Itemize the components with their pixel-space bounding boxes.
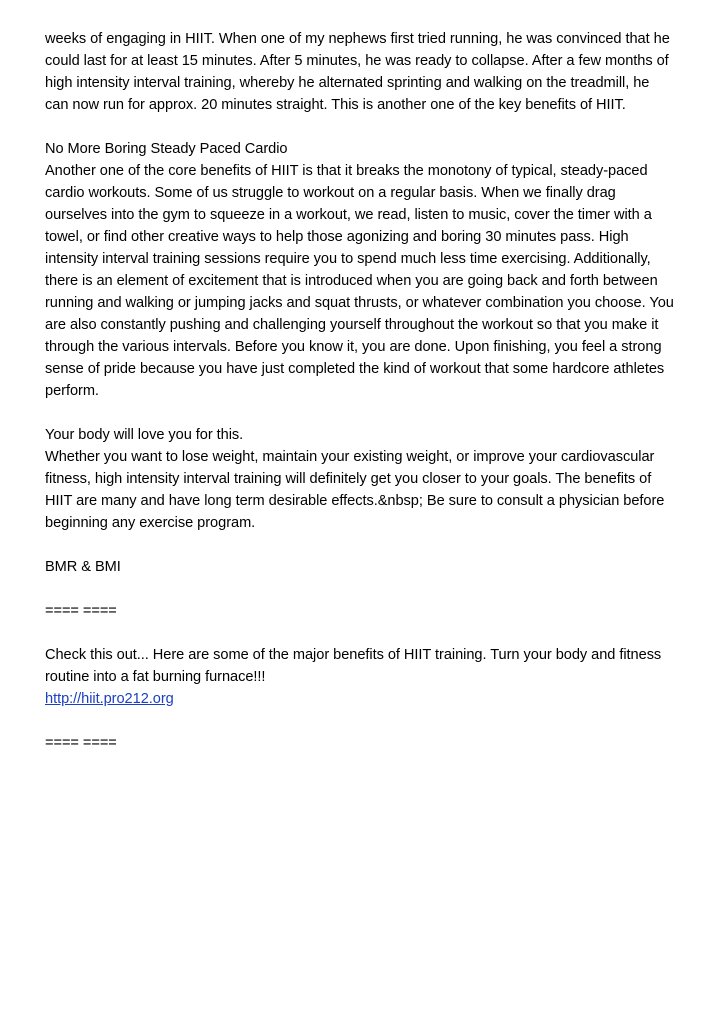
- text-line: are also constantly pushing and challenging yourself throughout the workout so that you make it: [45, 317, 659, 333]
- paragraph-hiit-results: [45, 28, 693, 116]
- text-line: fitness, high intensity interval training will definitely get you closer to your goals. The benefits of: [45, 471, 652, 487]
- text-line: through the various intervals. Before you know it, you are done. Upon finishing, you feel a strong: [45, 339, 662, 355]
- text-line: cardio workouts. Some of us struggle to workout on a regular basis. When we finally drag: [45, 185, 616, 201]
- separator: ==== ====: [45, 603, 117, 619]
- text-line: sense of pride because you have just completed the kind of workout that some hardcore athletes: [45, 361, 665, 377]
- blank-line: [45, 402, 693, 424]
- text-line: ourselves into the gym to squeeze in a workout, we read, listen to music, cover the timer with a: [45, 207, 652, 223]
- promo-text: Check this out... Here are some of the major benefits of HIIT training. Turn your body and fitness: [45, 647, 662, 663]
- text-line: intensity interval training sessions require you to spend much less time exercising. Additionally,: [45, 251, 651, 267]
- section-boring-cardio: [45, 138, 693, 402]
- blank-line: [45, 116, 693, 138]
- section-body-love: [45, 424, 693, 534]
- blank-line: [45, 534, 693, 556]
- text-line: running and walking or jumping jacks and squat thrusts, or whatever combination you choose. You: [45, 295, 674, 311]
- text-line: HIIT are many and have long term desirable effects.&nbsp; Be sure to consult a physician before: [45, 493, 665, 509]
- text-line: there is an element of excitement that is introduced when you are going back and forth between: [45, 273, 658, 289]
- document-page: [45, 28, 693, 754]
- text-line: beginning any exercise program.: [45, 515, 256, 531]
- promo-block: [45, 644, 693, 710]
- text-line: Another one of the core benefits of HIIT is that it breaks the monotony of typical, steady-paced: [45, 163, 648, 179]
- text-line: Whether you want to lose weight, maintain your existing weight, or improve your cardiovascular: [45, 449, 655, 465]
- promo-text: routine into a fat burning furnace!!!: [45, 669, 266, 685]
- separator: ==== ====: [45, 735, 117, 751]
- promo-link-line: [45, 688, 693, 710]
- promo-link[interactable]: http://hiit.pro212.org: [45, 691, 174, 707]
- text-line: can now run for approx. 20 minutes straight. This is another one of the key benefits of HIIT.: [45, 97, 626, 113]
- blank-line: [45, 578, 693, 600]
- bmr-bmi-label: BMR & BMI: [45, 559, 121, 575]
- section-heading: No More Boring Steady Paced Cardio: [45, 141, 288, 157]
- text-line: high intensity interval training, whereby he alternated sprinting and walking on the treadmill, he: [45, 75, 650, 91]
- section-heading: Your body will love you for this.: [45, 427, 244, 443]
- text-line: weeks of engaging in HIIT. When one of my nephews first tried running, he was convinced that he: [45, 31, 670, 47]
- blank-line: [45, 710, 693, 732]
- text-line: perform.: [45, 383, 99, 399]
- text-line: towel, or find other creative ways to help those agonizing and boring 30 minutes pass. High: [45, 229, 629, 245]
- blank-line: [45, 622, 693, 644]
- text-line: could last for at least 15 minutes. After 5 minutes, he was ready to collapse. After a few months of: [45, 53, 669, 69]
